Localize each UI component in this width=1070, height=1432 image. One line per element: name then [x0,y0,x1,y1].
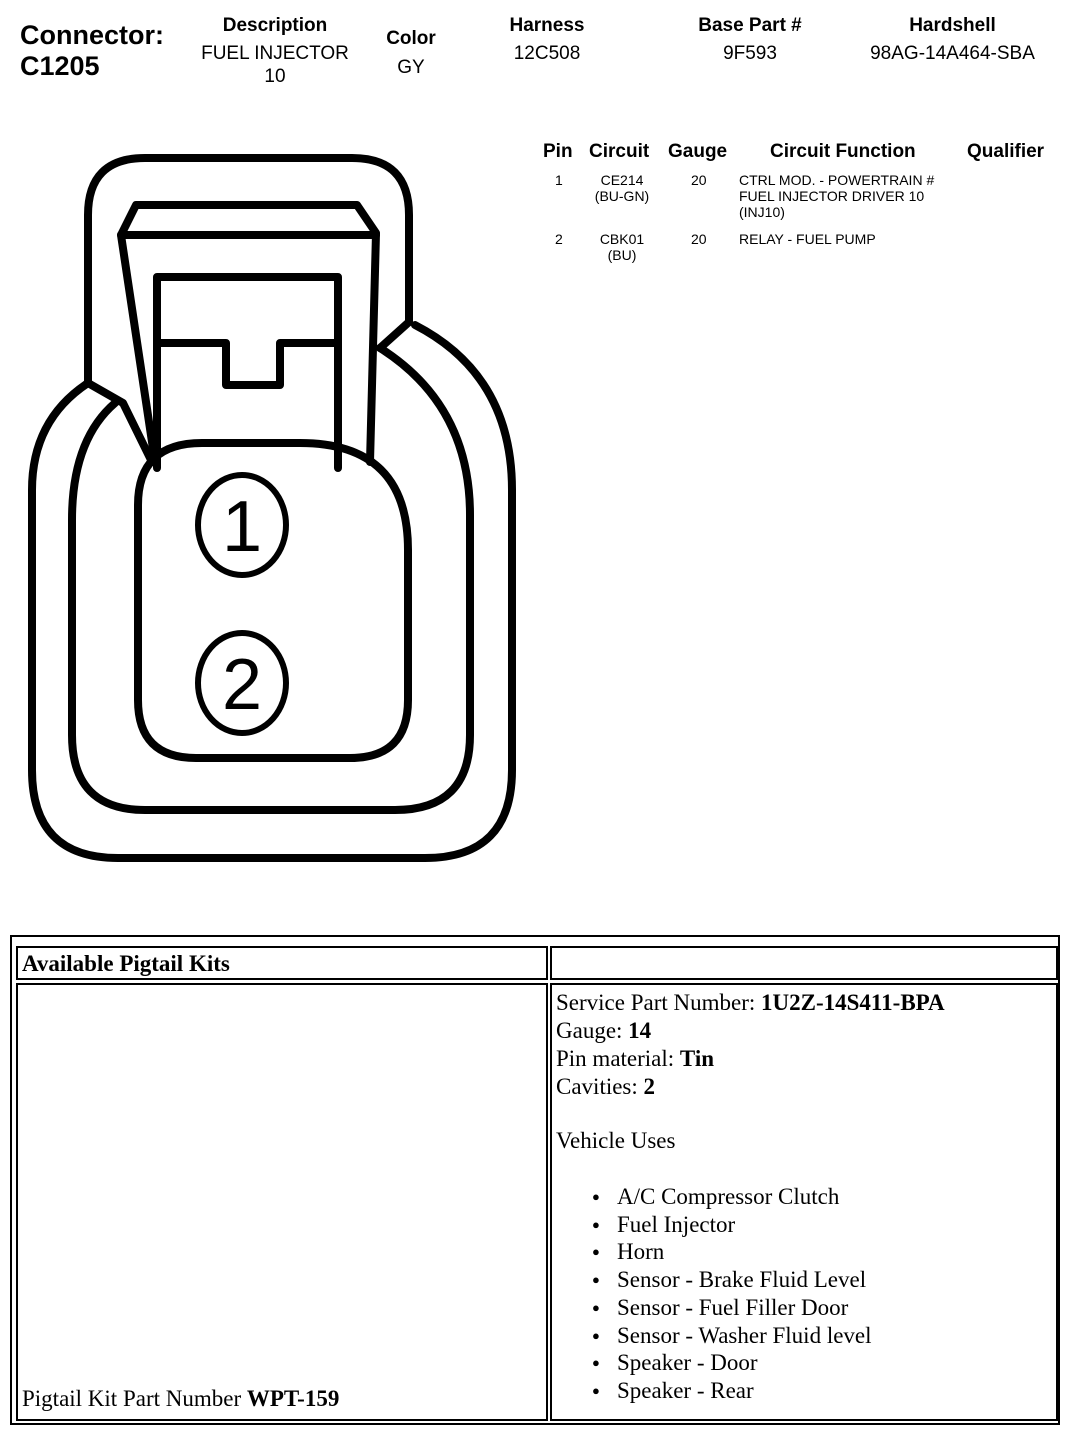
service-part-line [556,989,945,1017]
harness-label: Harness [509,15,585,36]
cavities-value: 2 [643,1074,656,1099]
list-item: ● Speaker - Door [592,1349,872,1377]
color-label: Color [386,28,436,49]
connector-face-diagram [0,120,540,880]
circuit-function-header: Circuit Function [770,141,916,162]
list-item: ● Sensor - Brake Fluid Level [592,1266,872,1294]
pigtail-title: Available Pigtail Kits [22,951,230,976]
vehicle-uses-list [592,1183,872,1405]
circuit-function-line: CTRL MOD. - POWERTRAIN # [739,172,935,188]
pin-1-label: 1 [221,487,263,567]
connector-title [20,20,164,82]
cavities-line [556,1073,655,1101]
list-item: ● A/C Compressor Clutch [592,1183,872,1211]
hardshell-label: Hardshell [909,15,996,36]
gauge-label: Gauge: [556,1018,623,1043]
pigtail-title-blank-cell [550,946,1058,980]
gauge-value: 20 [691,231,707,247]
pigtail-kit-part [22,1385,339,1413]
gauge-value: 14 [628,1018,652,1043]
hardshell-column [850,15,1055,65]
circuit-function-line: FUEL INJECTOR DRIVER 10 [739,188,925,204]
base-part-label: Base Part # [698,15,802,36]
harness-column [487,15,607,65]
list-item: ● Sensor - Fuel Filler Door [592,1294,872,1322]
description-value-line2: 10 [264,66,286,87]
gauge-value: 20 [691,172,707,188]
pin-material-line [556,1045,714,1073]
pigtail-kits-table [10,935,1060,1425]
kit-part-label: Pigtail Kit Part Number [22,1386,242,1411]
pigtail-kit-cell [16,983,548,1421]
gauge-header: Gauge [668,141,728,162]
color-column [370,28,452,79]
base-part-value: 9F593 [723,43,777,64]
kit-part-value: WPT-159 [246,1386,340,1411]
connector-label: Connector: [20,20,164,50]
connector-id: C1205 [20,51,100,81]
circuit-header: Circuit [589,141,650,162]
cavities-label: Cavities: [556,1074,638,1099]
gauge-line [556,1017,651,1045]
vehicle-uses-heading: Vehicle Uses [556,1128,676,1153]
pin-material-value: Tin [679,1046,715,1071]
list-item: ● Speaker - Rear [592,1377,872,1405]
description-value-line1: FUEL INJECTOR [201,43,349,64]
circuit-id: CBK01 [599,231,645,247]
circuit-color: (BU) [607,247,637,263]
harness-value: 12C508 [513,43,581,64]
pin-material-label: Pin material: [556,1046,675,1071]
qualifier-header: Qualifier [967,141,1045,162]
latch-window-outline [157,343,338,385]
description-label: Description [222,15,328,36]
circuit-id: CE214 [600,172,644,188]
circuit-function-line: RELAY - FUEL PUMP [739,231,876,247]
circuit-color: (BU-GN) [594,188,650,204]
pigtail-title-cell [16,946,548,980]
service-part-label: Service Part Number: [556,990,756,1015]
description-column [180,15,370,88]
pin-number: 1 [555,172,563,188]
list-item: ● Horn [592,1238,872,1266]
pigtail-details-cell [550,983,1058,1421]
list-item: ● Sensor - Washer Fluid level [592,1322,872,1350]
locking-tab-outline [380,322,409,348]
list-item: ● Fuel Injector [592,1211,872,1239]
service-part-value: 1U2Z-14S411-BPA [761,990,945,1015]
pin-2-label: 2 [221,645,263,725]
pin-header: Pin [543,141,573,162]
base-part-column [680,15,820,65]
hardshell-value: 98AG-14A464-SBA [870,43,1035,64]
circuit-function-line: (INJ10) [739,204,785,220]
pin-number: 2 [555,231,563,247]
color-value: GY [397,57,425,78]
